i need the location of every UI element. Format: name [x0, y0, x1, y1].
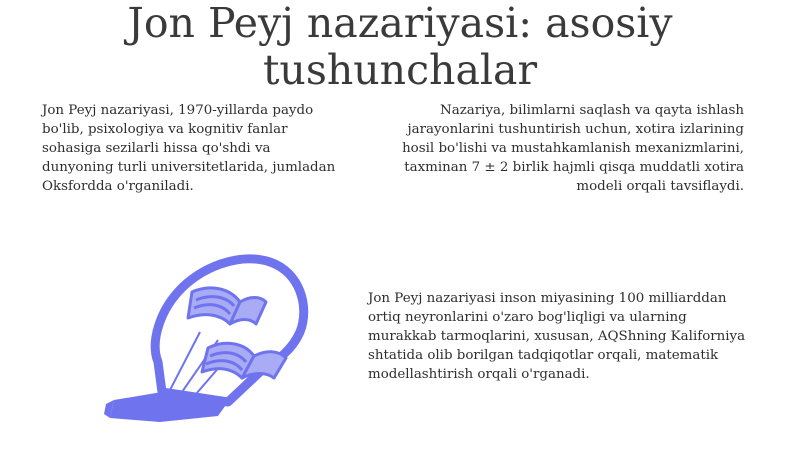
paragraph-left: Jon Peyj nazariyasi, 1970-yillarda paydo bo'lib, psixologiya va kognitiv fanlar sohasiga sezilarli hissa qo'shdi va dunyoning turli universitetlarida, jumladan Oksfordda o'rganiladi. — [42, 103, 336, 194]
paragraph-right: Nazariya, bilimlarni saqlash va qayta ishlash jarayonlarini tushuntirish uchun, xotira izlarining hosil bo'lishi va mustahkamlanish mexanizmlarini, taxminan 7 ± 2 birlik hajmli qisqa muddatli xotira modeli orqali tavsiflaydi. — [402, 103, 744, 194]
lightbulb-with-book-icon — [100, 252, 310, 427]
upper-book-icon — [188, 288, 266, 324]
lightbulb-outline — [155, 259, 304, 402]
slide-title: Jon Peyj nazariyasi: asosiy tushunchalar — [127, 0, 673, 94]
paragraph-bottom: Jon Peyj nazariyasi inson miyasining 100 milliarddan ortiq neyronlarini o'zaro bog'liqligi va ularning murakkab tarmoqlarini, xususan, AQShning Kaliforniya shtatida olib borilgan tadqiqotlar orqali, matematik modellashtirish orqali o'rganadi. — [368, 291, 746, 382]
